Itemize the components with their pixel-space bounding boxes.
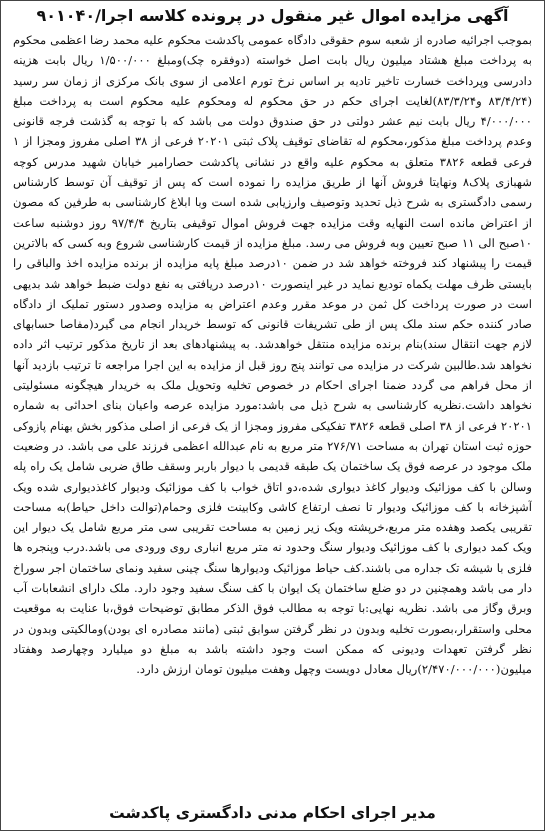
- notice-title: آگهی مزایده اموال غیر منقول در پرونده کلاسه اجرا/۹۰۱۰۴۰: [36, 6, 509, 25]
- signature-line: مدیر اجرای احکام مدنی دادگستری پاکدشت: [109, 804, 436, 822]
- notice-body: بموجب اجرائیه صادره از شعبه سوم حقوقی دادگاه عمومی پاکدشت محکوم علیه محمد رضا اعظمی محکوم به پرداخت مبلغ هشتاد میلیون ریال بابت اصل خواسته (دوفقره چک)ومبلغ ۱/۵۰۰/۰۰۰ ریال بابت هزینه دادرسی وپرداخت خسارت تاخیر تادیه بر اساس نرخ تورم اعلامی از سوی بانک مرکزی از زمان سر رسید (۸۳/۴/۲۴ و۸۳/۳/۲۴)لغایت اجرای حکم در حق محکوم له ومحکوم علیه محکوم است به پرداخت مبلغ ۴/۰۰۰/۰۰۰ ریال بابت نیم عشر دولتی در حق صندوق دولت می باشد که با توجه به گذشت فرجه قانونی وعدم پرداخت مبلغ مذکور،محکوم له تقاضای توقیف پلاک ثبتی ۲۰۲۰۱ فرعی از ۳۸ اصلی مفروز ومجزا از ۱ فرعی قطعه ۳۸۲۶ متعلق به محکوم علیه واقع در نشانی پاکدشت حصارامیر خیابان شهید مدرس کوچه شهبازی پلاک۸ ونهایتا فروش آنها از طریق مزایده را نموده است که پس از توقیف آن توسط کارشناس رسمی دادگستری به شرح ذیل تحدید وتوصیف وارزیابی شده است وبا ابلاغ کارشناسی به طرفین که مصون از اعتراض مانده است النهایه وقت مزایده جهت فروش اموال توقیفی بتاریخ ۹۷/۴/۴ روز دوشنبه ساعت ۱۰صبح الی ۱۱ صبح تعیین وبه فروش می رسد. مبلغ مزایده از قیمت کارشناسی شروع وبه کسی که بالاترین قیمت را پیشنهاد کند فروخته خواهد شد در ضمن ۱۰درصد مبلغ پایه مزایده از برنده مزایده اخذ والباقی را بایستی ظرف مهلت یکماه تودیع نماید در غیر اینصورت ۱۰درصد دریافتی به نفع دولت ضبط خواهد شد بدیهی است در صورت پرداخت کل ثمن در موعد مقرر وعدم اعتراض به مزایده وصدور دستور تملیک از دادگاه صادر کننده حکم سند ملک پس از طی تشریفات قانونی که توسط خریدار انجام می گیرد(مفاصا حسابهای لازم جهت انتقال سند)بنام برنده مزایده منتقل خواهدشد. به پیشنهادهای بعد از تاریخ مذکور ترتیب اثر داده نخواهد شد.طالبین شرکت در مزایده می توانند پنج روز قبل از مزایده به این اجرا مراجعه تا ترتیب بازدید آنها از محل فراهم می گردد ضمنا اجرای احکام در خصوص تخلیه وتحویل ملک به خریدار هیچگونه مسئولیتی نخواهد داشت.نظریه کارشناسی به شرح ذیل می باشد:مورد مزایده عرصه واعیان بنای احداثی به شماره ۲۰۲۰۱ فرعی از ۳۸ اصلی قطعه ۳۸۲۶ تفکیکی مفروز ومجزا از یک فرعی از اصلی مذکور بخش بهنام پازوکی حوزه ثبت استان تهران به مساحت ۲۷۶/۷۱ متر مربع به نام عبدالله اعظمی فرزند علی می باشد. در وضعیت ملک موجود در عرصه فوق یک ساختمان یک طبقه قدیمی با دیوار باربر وسقف طاق ضربی شامل یک راه پله وسالن با کف موزائیک ودیوار کاغذ دیواری شده،دو اتاق خواب با کف موزائیک ودیوار کاغذدیواری شده ویک آشپزخانه با کف موزائیک ودیوار تا نصف ارتفاع کاشی وکابینت فلزی وحمام(توالت داخل حیاط)به مساحت تقریبی یکصد وهفده متر مربع،خرپشته ویک زیر زمین به مساحت تقریبی سی متر مربع شامل یک دیوار این ویک کمد دیواری با کف موزائیک ودیوار سنگ وحدود نه متر مربع انباری روی ورودی می باشد.درب وپنجره ها فلزی با شیشه تک جداره می باشند.کف حیاط موزائیک ودیوارها سنگ چینی سفید ونمای ساختمان اجر سوراخ دار می باشد وهمچنین در دو ضلع ساختمان یک ایوان با کف سنگ سفید وجود دارد. ملک دارای انشعابات آب وبرق وگاز می باشد. نظریه نهایی:با توجه به مطالب فوق الذکر مطابق توضیحات فوق،با عنایت به موقعیت محلی واستقرار،بصورت تخلیه وبدون در نظر گرفتن سوابق ثبتی (مانند مصادره ای بودن)ومالکیتی وبدون در نظر گرفتن تعهدات ودیونی که ممکن است وجود داشته باشد به مبلغ دو میلیارد وچهارصد وهفتاد میلیون(۲/۴۷۰/۰۰۰/۰۰۰)ریال معادل دویست وچهل وهفت میلیون تومان ارزش دارد.: [13, 33, 532, 677]
